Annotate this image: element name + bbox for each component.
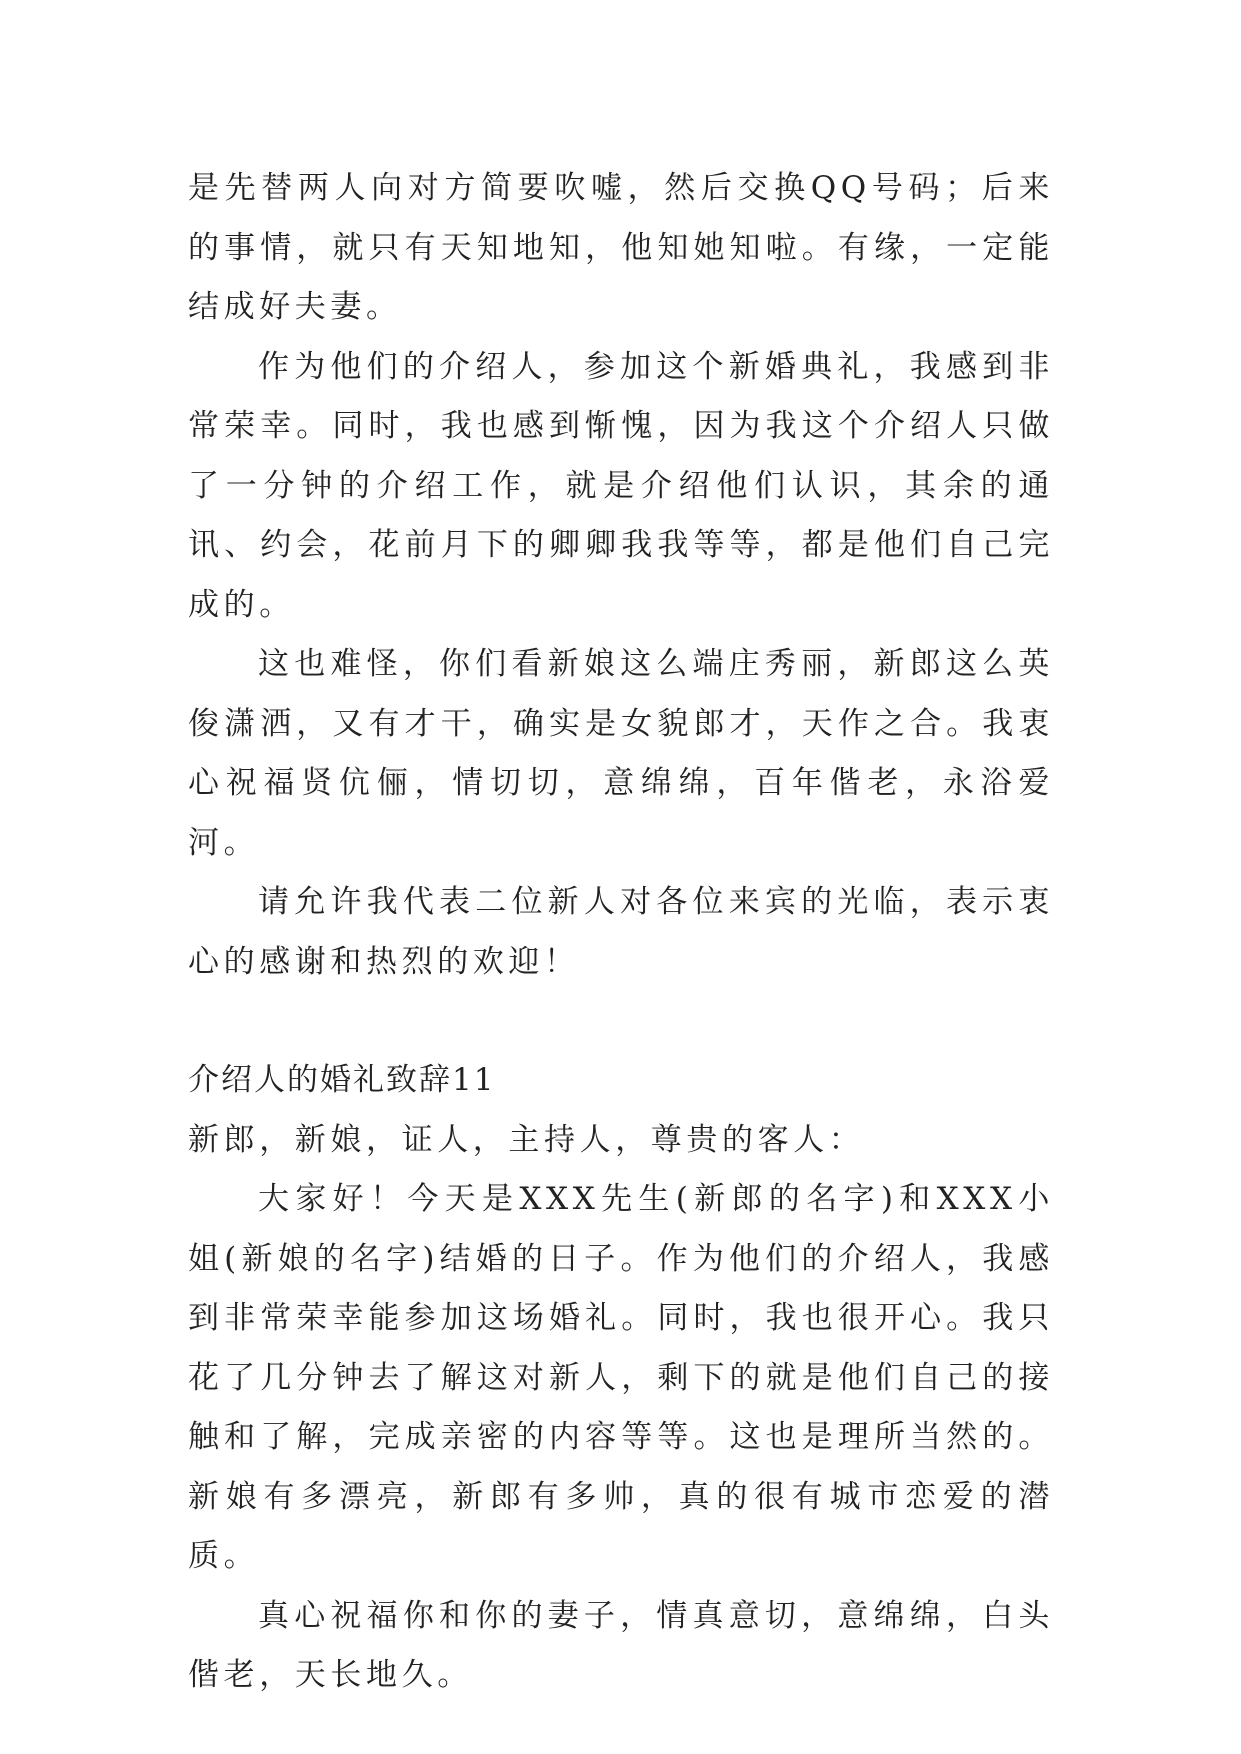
paragraph-closing-blessing: 真心祝福你和你的妻子，情真意切，意绵绵，白头偕老，天长地久。: [188, 1597, 1054, 1693]
paragraph-continuation: 是先替两人向对方简要吹嘘，然后交换QQ号码；后来的事情，就只有天知地知，他知她知啦。有缘，一定能结成好夫妻。: [188, 170, 1054, 325]
paragraph-blessing: 这也难怪，你们看新娘这么端庄秀丽，新郎这么英俊潇洒，又有才干，确实是女貌郎才，天作之合。我衷心祝福贤伉俪，情切切，意绵绵，百年偕老，永浴爱河。: [188, 646, 1054, 861]
section-spacer: [188, 992, 1054, 1051]
paragraph-thanks: 请允许我代表二位新人对各位来宾的光临，表示衷心的感谢和热烈的欢迎！: [188, 884, 1054, 980]
paragraph-introducer-honor: 作为他们的介绍人，参加这个新婚典礼，我感到非常荣幸。同时，我也感到惭愧，因为我这个介绍人只做了一分钟的介绍工作，就是介绍他们认识，其余的通讯、约会，花前月下的卿卿我我等等，都是他们自己完成的。: [188, 348, 1054, 623]
paragraph-greeting: 大家好！今天是XXX先生(新郎的名字)和XXX小姐(新娘的名字)结婚的日子。作为他们的介绍人，我感到非常荣幸能参加这场婚礼。同时，我也很开心。我只花了几分钟去了解这对新人，剩下的就是他们自己的接触和了解，完成亲密的内容等等。这也是理所当然的。新娘有多漂亮，新郎有多帅，真的很有城市恋爱的潜质。: [188, 1181, 1054, 1574]
document-page: [188, 159, 1054, 1706]
section-title: 介绍人的婚礼致辞11: [188, 1062, 496, 1098]
salutation-line: 新郎，新娘，证人，主持人，尊贵的客人：: [188, 1121, 865, 1158]
